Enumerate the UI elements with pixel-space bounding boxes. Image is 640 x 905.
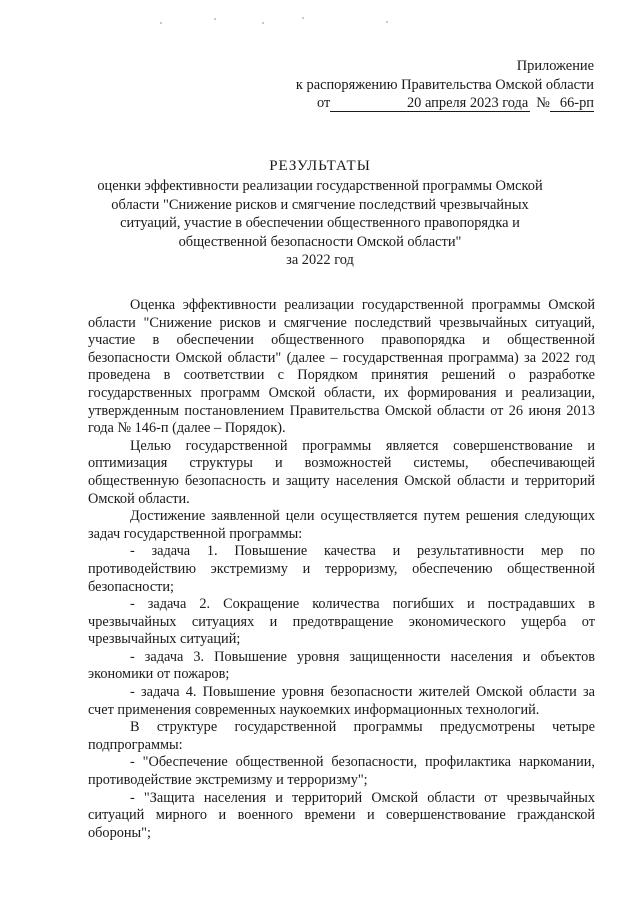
appendix-label: Приложение bbox=[516, 58, 594, 74]
subprogram-item: - "Защита населения и территорий Омской области от чрезвычайных ситуаций мирного и военного времени и совершенствование гражданской обороны"; bbox=[88, 789, 595, 841]
date-prefix: от bbox=[316, 95, 331, 112]
intro-paragraph: Оценка эффективности реализации государственной программы Омской области "Снижение рисков и смягчение последствий чрезвычайных ситуаций, участие в обеспечении общественного правопорядка и общественной безопасности Омской области" (далее – государственная программа) за 2022 год проведена в соответствии с Порядком принятия решений о разработке государственных программ Омской области, их формирования и реализации, утвержденным постановлением Правительства Омской области от 26 июня 2013 года № 146-п (далее – Порядок). bbox=[88, 297, 595, 437]
title-line: области "Снижение рисков и смягчение последствий чрезвычайных bbox=[111, 196, 529, 213]
scan-speck bbox=[160, 22, 162, 24]
task-item: - задача 2. Сокращение количества погибших и пострадавших в чрезвычайных ситуациях и предотвращение экономического ущерба от чрезвычайных ситуаций; bbox=[88, 596, 595, 648]
subprograms-intro-paragraph: В структуре государственной программы предусмотрены четыре подпрограммы: bbox=[88, 719, 595, 753]
date-field: 20 апреля 2023 года bbox=[330, 95, 530, 112]
goal-paragraph: Целью государственной программы является совершенствование и оптимизация структуры и возможностей системы, обеспечивающей общественную безопасность и защиту населения Омской области и территорий Омской области. bbox=[88, 437, 595, 507]
appendix-header bbox=[254, 57, 594, 113]
title-line: оценки эффективности реализации государственной программы Омской bbox=[97, 178, 543, 195]
scan-speck bbox=[386, 21, 388, 23]
scan-speck bbox=[302, 17, 304, 19]
task-item: - задача 1. Повышение качества и результативности мер по противодействию экстремизму и терроризму, обеспечению общественной безопасности; bbox=[88, 543, 595, 595]
title-year: за 2022 год bbox=[286, 252, 354, 269]
document-title bbox=[82, 157, 558, 269]
title-heading: РЕЗУЛЬТАТЫ bbox=[269, 158, 371, 174]
title-line: ситуаций, участие в обеспечении общественного правопорядка и bbox=[120, 215, 520, 232]
scan-speck bbox=[214, 18, 216, 20]
task-item: - задача 3. Повышение уровня защищенности населения и объектов экономики от пожаров; bbox=[88, 648, 595, 683]
title-line: общественной безопасности Омской области" bbox=[178, 233, 462, 250]
appendix-date-line bbox=[254, 94, 594, 113]
number-field: 66-рп bbox=[550, 95, 594, 112]
subprogram-item: - "Обеспечение общественной безопасности, профилактика наркомании, противодействие экстремизму и терроризму"; bbox=[88, 754, 595, 789]
document-body bbox=[88, 297, 595, 842]
tasks-intro-paragraph: Достижение заявленной цели осуществляется путем решения следующих задач государственной программы: bbox=[88, 508, 595, 542]
scan-speck bbox=[262, 22, 264, 24]
task-item: - задача 4. Повышение уровня безопасности жителей Омской области за счет применения современных наукоемких информационных технологий. bbox=[88, 684, 595, 718]
appendix-reference: к распоряжению Правительства Омской области bbox=[295, 76, 594, 93]
number-prefix: № bbox=[536, 95, 550, 112]
